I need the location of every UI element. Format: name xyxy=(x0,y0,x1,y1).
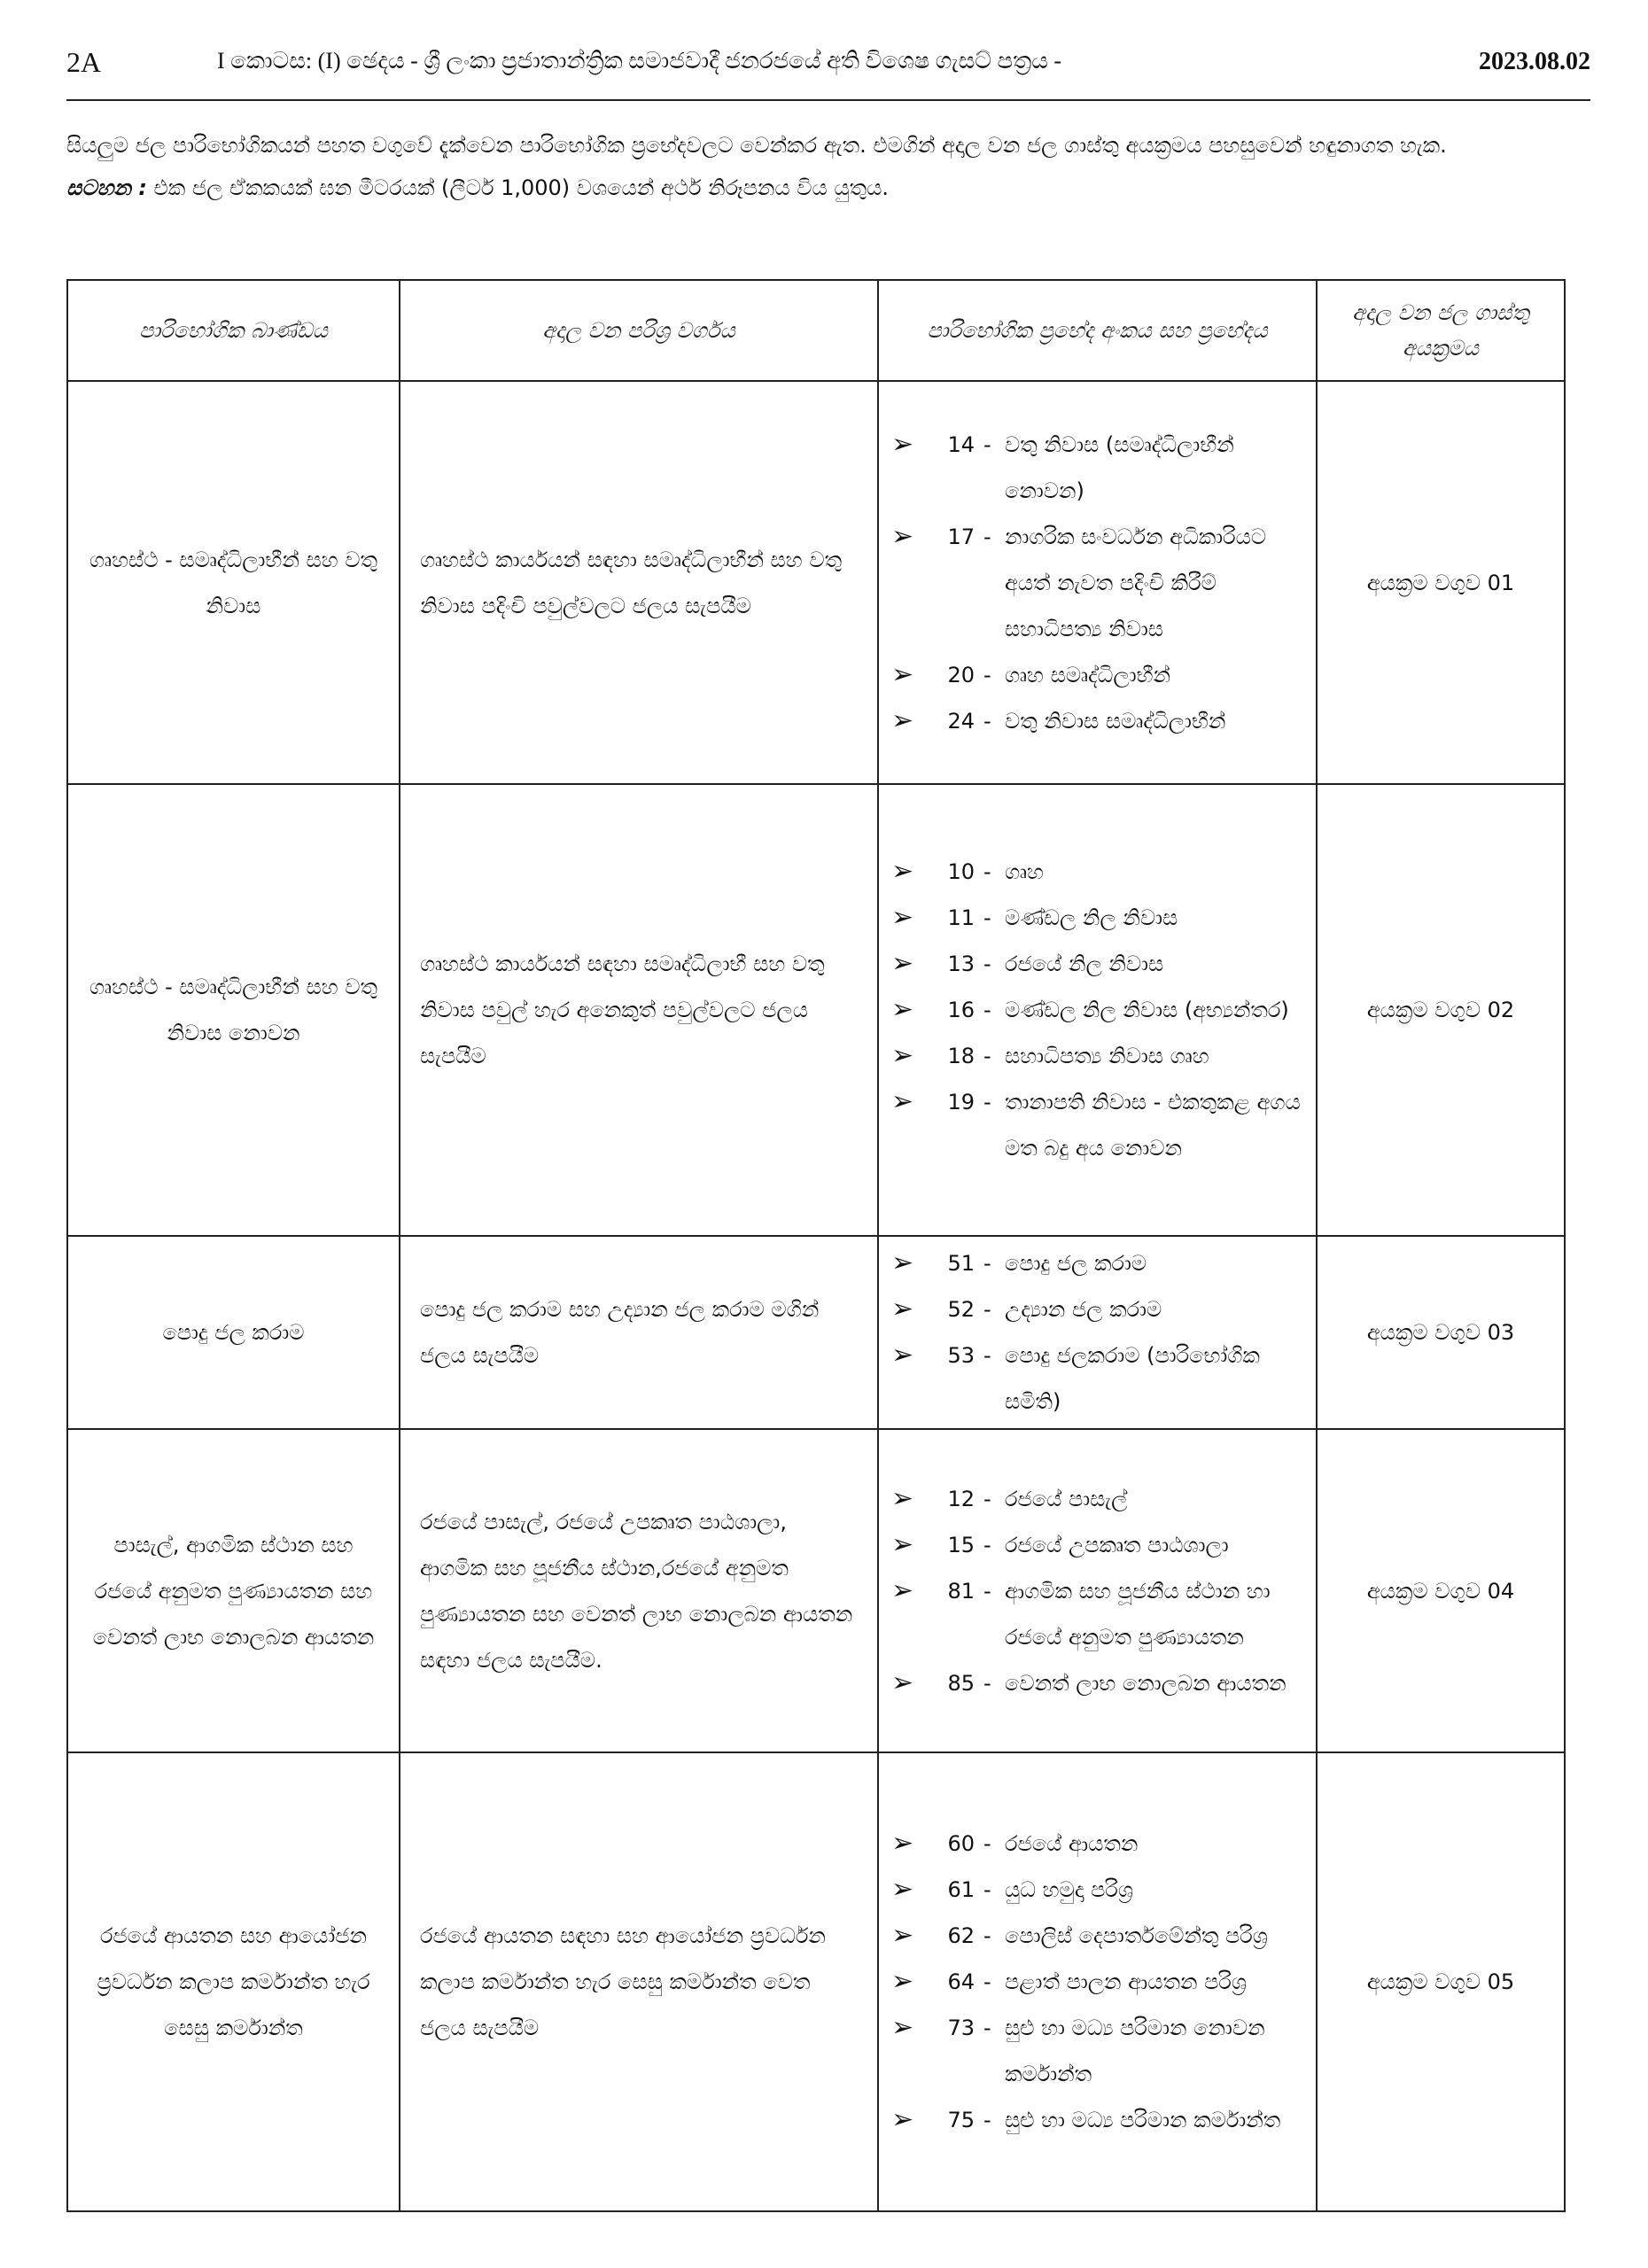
type-code: 11 xyxy=(947,905,975,930)
type-name: ගෘහ සමෘද්ධිලාභීන් xyxy=(1005,662,1171,687)
list-item xyxy=(891,422,1302,514)
dash-separator: - xyxy=(983,1532,991,1557)
consumer-types-cell xyxy=(878,1752,1317,2211)
dash-separator: - xyxy=(983,1670,991,1696)
type-code: 85 xyxy=(947,1670,975,1696)
list-item xyxy=(891,1332,1302,1425)
dash-separator: - xyxy=(983,2016,991,2040)
consumer-type-list xyxy=(891,1821,1302,2143)
dash-separator: - xyxy=(983,1090,991,1115)
dash-separator: - xyxy=(983,2108,991,2132)
arrow-bullet-icon: ➢ xyxy=(891,1666,914,1698)
type-name: උද්‍යාන ජල කරාම xyxy=(1005,1297,1162,1322)
type-name: සහාධිපත්‍ය නිවාස ගෘහ xyxy=(1005,1044,1209,1068)
list-item xyxy=(891,514,1302,652)
list-item xyxy=(891,849,1302,895)
page-number: 2A xyxy=(66,46,102,78)
type-code: 61 xyxy=(947,1877,975,1902)
arrow-bullet-icon: ➢ xyxy=(891,2012,914,2043)
consumer-category-cell: රජයේ ආයතන සහ ආයෝජන ප්‍රවර්ධන කලාප කර්මාන්ත හැර සෙසු කර්මාන්ත xyxy=(67,1752,400,2211)
dash-separator: - xyxy=(983,1297,991,1322)
note-line xyxy=(66,167,1608,209)
type-name: මණ්ඩල නිල නිවාස xyxy=(1005,905,1178,930)
list-item xyxy=(891,895,1302,941)
consumer-type-list xyxy=(891,849,1302,1171)
arrow-bullet-icon: ➢ xyxy=(891,1086,914,1117)
gazette-title: I කොටස: (I) ඡෙදය - ශ්‍රී ලංකා ප්‍රජාතාන්ත්‍රික සමාජවාදී ජනරජයේ අති විශෙෂ ගැසට් පත්‍රය - xyxy=(217,48,1062,74)
consumer-type-list xyxy=(891,422,1302,744)
type-code: 12 xyxy=(947,1486,975,1511)
type-name: වතු නිවාස (සමෘද්ධිලාභීන් නොවන) xyxy=(1005,431,1234,503)
consumer-category-cell: ගෘහස්ථ - සමෘද්ධිලාභීන් සහ වතු නිවාස නොවන xyxy=(67,784,400,1236)
arrow-bullet-icon: ➢ xyxy=(891,1482,914,1514)
list-item xyxy=(891,1522,1302,1568)
arrow-bullet-icon: ➢ xyxy=(891,1293,914,1324)
dash-separator: - xyxy=(983,1923,991,1948)
list-item xyxy=(891,2005,1302,2097)
type-name: පළාත් පාලන ආයතන පරිශ්‍ර xyxy=(1005,1969,1248,1994)
type-code: 20 xyxy=(947,662,975,687)
type-code: 19 xyxy=(947,1090,975,1115)
list-item xyxy=(891,1913,1302,1959)
consumer-category-cell: ගෘහස්ථ - සමෘද්ධිලාභීන් සහ වතු නිවාස xyxy=(67,381,400,784)
tariff-band-cell: අයක්‍රම වගුව 01 xyxy=(1317,381,1565,784)
consumer-type-list xyxy=(891,1476,1302,1706)
arrow-bullet-icon: ➢ xyxy=(891,1040,914,1071)
arrow-bullet-icon: ➢ xyxy=(891,902,914,933)
type-name: රජයේ නිල නිවාස xyxy=(1005,951,1164,976)
consumer-types-cell xyxy=(878,1429,1317,1752)
arrow-bullet-icon: ➢ xyxy=(891,428,914,460)
list-item xyxy=(891,1867,1302,1913)
list-item xyxy=(891,987,1302,1033)
arrow-bullet-icon: ➢ xyxy=(891,1340,914,1371)
dash-separator: - xyxy=(983,1251,991,1276)
arrow-bullet-icon: ➢ xyxy=(891,704,914,736)
type-name: මණ්ඩල නිල නිවාස (අභ්‍යන්තර) xyxy=(1005,998,1289,1022)
arrow-bullet-icon: ➢ xyxy=(891,520,914,552)
list-item xyxy=(891,1079,1302,1171)
arrow-bullet-icon: ➢ xyxy=(891,994,914,1025)
list-item xyxy=(891,1959,1302,2005)
premises-type-cell: පොදු ජල කරාම සහ උද්‍යාන ජල කරාම මගින් ජලය සැපයීම xyxy=(400,1236,878,1429)
arrow-bullet-icon: ➢ xyxy=(891,1966,914,1997)
dash-separator: - xyxy=(983,1877,991,1902)
type-code: 75 xyxy=(947,2108,975,2132)
type-name: සුළු හා මධ්‍ය පරිමාන කර්මාන්ත xyxy=(1005,2108,1281,2132)
type-code: 10 xyxy=(947,859,975,884)
consumer-types-cell xyxy=(878,1236,1317,1429)
consumer-category-cell: පොදු ජල කරාම xyxy=(67,1236,400,1429)
table-row xyxy=(67,1236,1565,1429)
premises-type-cell: රජයේ පාසැල්, රජයේ උපකෘත පාඨශාලා, ආගමික සහ පූජනීය ස්ථාන,රජයේ අනුමත පුණ්‍යායතන සහ වෙනත් ලාභ නොලබන ආයතන සඳහා ජලය සැපයීම. xyxy=(400,1429,878,1752)
table-row xyxy=(67,1752,1565,2211)
note-label: සටහන : xyxy=(66,175,147,200)
dash-separator: - xyxy=(983,1343,991,1368)
arrow-bullet-icon: ➢ xyxy=(891,1247,914,1278)
dash-separator: - xyxy=(983,431,991,457)
consumer-category-table xyxy=(66,279,1566,2212)
arrow-bullet-icon: ➢ xyxy=(891,2104,914,2135)
type-code: 51 xyxy=(947,1251,975,1276)
arrow-bullet-icon: ➢ xyxy=(891,1574,914,1606)
type-name: පොදු ජල කරාම xyxy=(1005,1251,1147,1276)
type-code: 15 xyxy=(947,1532,975,1557)
tariff-band-cell: අයක්‍රම වගුව 02 xyxy=(1317,784,1565,1236)
type-code: 73 xyxy=(947,2016,975,2040)
tariff-band-cell: අයක්‍රම වගුව 03 xyxy=(1317,1236,1565,1429)
column-header-tariff-band: අදාල වන ජල ගාස්තු අයක්‍රමය xyxy=(1317,280,1565,381)
list-item xyxy=(891,1240,1302,1286)
table-header-row xyxy=(67,280,1565,381)
arrow-bullet-icon: ➢ xyxy=(891,1874,914,1905)
premises-type-cell: ගෘහස්ථ කාර්යයන් සඳහා සමෘද්ධිලාභීන් සහ වතු නිවාස පදිංචි පවුල්වලට ජලය සැපයීම xyxy=(400,381,878,784)
dash-separator: - xyxy=(983,1969,991,1994)
dash-separator: - xyxy=(983,1831,991,1856)
list-item xyxy=(891,1033,1302,1079)
arrow-bullet-icon: ➢ xyxy=(891,658,914,690)
list-item xyxy=(891,1660,1302,1706)
list-item xyxy=(891,941,1302,987)
list-item xyxy=(891,698,1302,744)
type-name: රජයේ උපකෘත පාඨශාලා xyxy=(1005,1532,1229,1557)
table-row xyxy=(67,381,1565,784)
arrow-bullet-icon: ➢ xyxy=(891,856,914,887)
type-name: වතු නිවාස සමෘද්ධිලාභීන් xyxy=(1005,708,1226,734)
dash-separator: - xyxy=(983,951,991,976)
type-code: 16 xyxy=(947,998,975,1022)
list-item xyxy=(891,652,1302,698)
intro-paragraph: සියලුම ජල පාරිභෝගිකයන් පහත වගුවේ දැක්වෙන පාරිභෝගික ප්‍රභේදවලට වෙන්කර ඇත. එමගින් අදාල වන ජල ගාස්තු අයක්‍රමය පහසුවෙන් හඳුනාගත හැක. xyxy=(66,133,1447,158)
type-code: 17 xyxy=(947,524,975,549)
type-name: පොදු ජලකරාම (පාරිභෝගික සමිති) xyxy=(1005,1343,1260,1414)
dash-separator: - xyxy=(983,998,991,1022)
type-name: සුළු හා මධ්‍ය පරිමාන නොවන කර්මාන්ත xyxy=(1005,2016,1265,2086)
list-item xyxy=(891,1568,1302,1660)
consumer-type-list xyxy=(891,1240,1302,1425)
consumer-types-cell xyxy=(878,784,1317,1236)
type-code: 81 xyxy=(947,1578,975,1604)
type-code: 18 xyxy=(947,1044,975,1068)
type-name: යුධ හමුදා පරිශ්‍ර xyxy=(1005,1877,1134,1902)
dash-separator: - xyxy=(983,1044,991,1068)
tariff-band-cell: අයක්‍රම වගුව 04 xyxy=(1317,1429,1565,1752)
type-code: 60 xyxy=(947,1831,975,1856)
table-row xyxy=(67,1429,1565,1752)
column-header-premises-type: අදාල වන පරිශ්‍ර වර්ගය xyxy=(400,280,878,381)
consumer-types-cell xyxy=(878,381,1317,784)
dash-separator: - xyxy=(983,905,991,930)
dash-separator: - xyxy=(983,662,991,687)
arrow-bullet-icon: ➢ xyxy=(891,1920,914,1951)
type-name: රජයේ පාසැල් xyxy=(1005,1486,1128,1511)
dash-separator: - xyxy=(983,708,991,734)
dash-separator: - xyxy=(983,1486,991,1511)
gazette-date: 2023.08.02 xyxy=(1479,48,1590,75)
list-item xyxy=(891,2097,1302,2143)
arrow-bullet-icon: ➢ xyxy=(891,1828,914,1859)
list-item xyxy=(891,1476,1302,1522)
premises-type-cell: ගෘහස්ථ කාර්යයන් සඳහා සමෘද්ධිලාභී සහ වතු නිවාස පවුල් හැර අනෙකුත් පවුල්වලට ජලය සැපයීම xyxy=(400,784,878,1236)
type-name: ආගමික සහ පූජනීය ස්ථාන හා රජයේ අනුමත පුණ්‍යායතන xyxy=(1005,1578,1271,1650)
note-text: එක ජල ඒකකයක් ඝන මීටරයක් (ලීටර් 1,000) වශයෙන් අර්ථ නිරූපනය විය යුතුය. xyxy=(153,175,890,200)
type-name: නාගරික සංවර්ධන අධිකාරියට අයත් නැවත පදිංචි කිරීම් සහාධිපත්‍ය නිවාස xyxy=(1005,524,1267,641)
column-header-consumer-type: පාරිභෝගික ප්‍රභේද අංකය සහ ප්‍රභේදය xyxy=(878,280,1317,381)
column-header-consumer-category: පාරිභෝගික බාණ්ඩය xyxy=(67,280,400,381)
premises-type-cell: රජයේ ආයතන සඳහා සහ ආයෝජන ප්‍රවර්ධන කලාප කර්මාන්ත හැර සෙසු කර්මාන්ත වෙත ජලය සැපයීම xyxy=(400,1752,878,2211)
dash-separator: - xyxy=(983,524,991,549)
type-code: 13 xyxy=(947,951,975,976)
tariff-band-cell: අයක්‍රම වගුව 05 xyxy=(1317,1752,1565,2211)
type-code: 24 xyxy=(947,708,975,734)
intro-text xyxy=(66,124,1608,209)
type-code: 62 xyxy=(947,1923,975,1948)
type-name: වෙනත් ලාභ නොලබන ආයතන xyxy=(1005,1670,1287,1696)
consumer-category-cell: පාසැල්, ආගමික ස්ථාන සහ රජයේ අනුමත පුණ්‍යායතන සහ වෙනත් ලාභ නොලබන ආයතන xyxy=(67,1429,400,1752)
type-code: 64 xyxy=(947,1969,975,1994)
arrow-bullet-icon: ➢ xyxy=(891,948,914,979)
list-item xyxy=(891,1821,1302,1867)
table-row xyxy=(67,784,1565,1236)
type-code: 14 xyxy=(947,431,975,457)
type-code: 52 xyxy=(947,1297,975,1322)
page-header xyxy=(66,35,1590,101)
type-name: තානාපති නිවාස - එකතුකළ අගය මත බදු අය නොවන xyxy=(1005,1090,1301,1161)
type-name: ගෘහ xyxy=(1005,859,1044,884)
list-item xyxy=(891,1286,1302,1332)
dash-separator: - xyxy=(983,859,991,884)
type-name: පොලිස් දෙපාර්තමේන්තු පරිශ්‍ර xyxy=(1005,1923,1268,1948)
dash-separator: - xyxy=(983,1578,991,1604)
type-name: රජයේ ආයතන xyxy=(1005,1831,1139,1856)
type-code: 53 xyxy=(947,1343,975,1368)
arrow-bullet-icon: ➢ xyxy=(891,1528,914,1560)
